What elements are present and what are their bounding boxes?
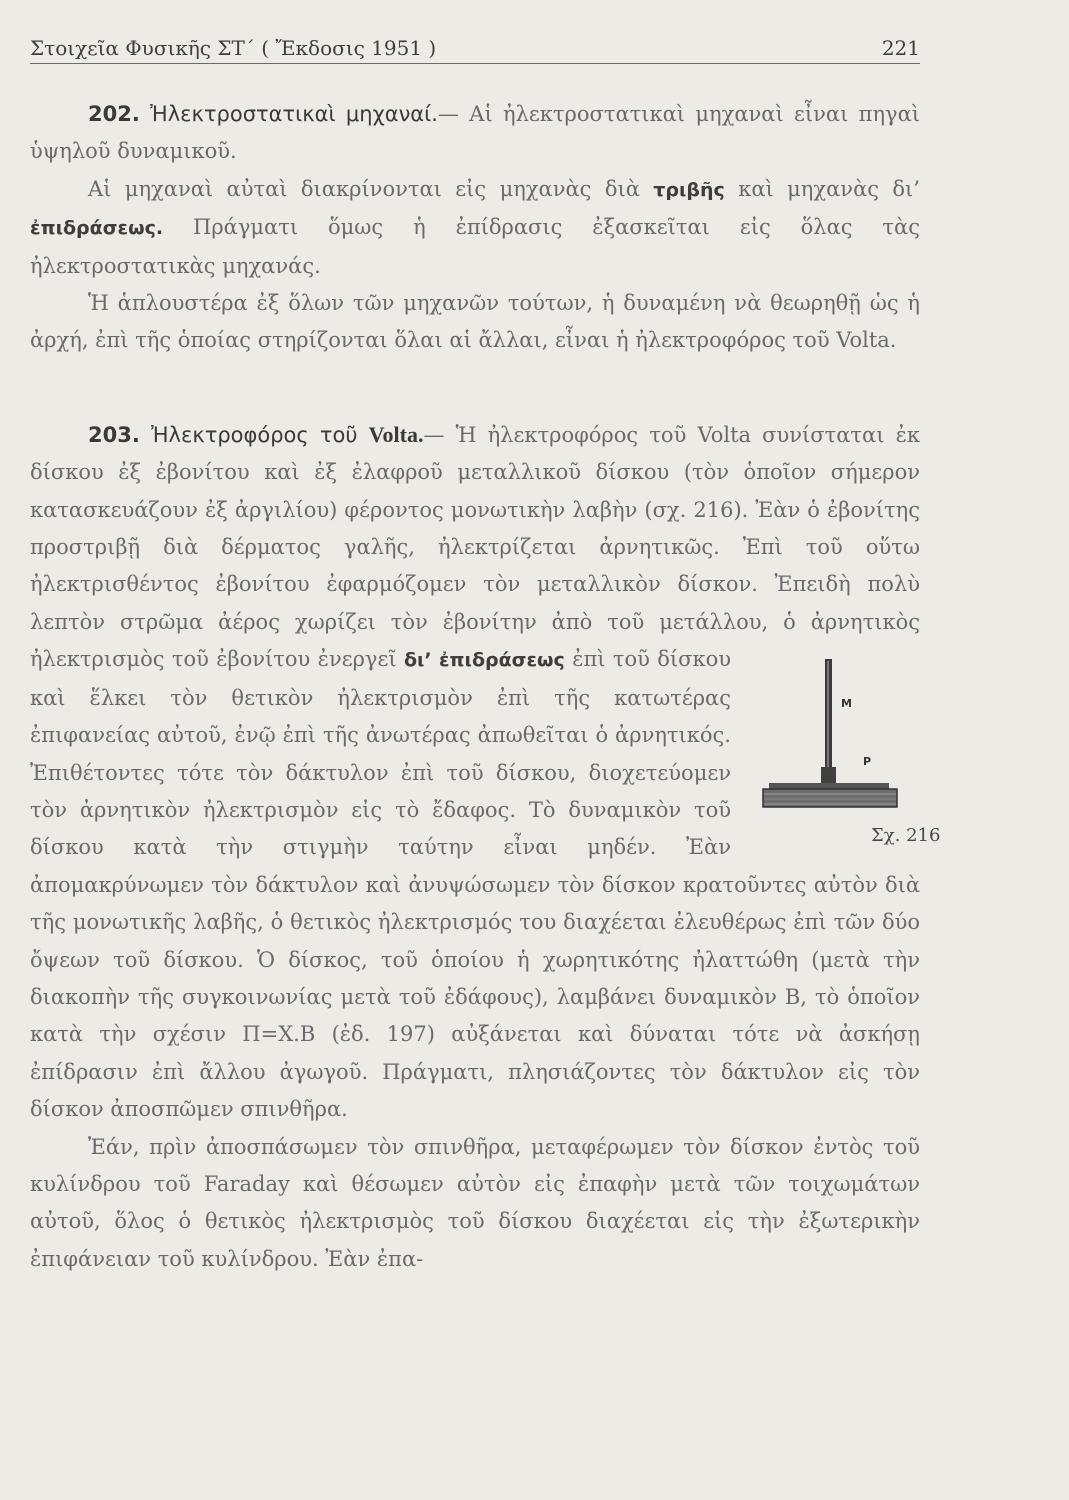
section-203-paragraph-1 [30, 416, 941, 1129]
text-run: ἐπὶ τοῦ δίσκου καὶ ἕλκει τὸν θετικὸν ἠλεκτρισμὸν ἐπὶ τῆς κατωτέρας ἐπιφανείας αὐτοῦ, ἐνῷ ἐπὶ τῆς ἀνωτέρας ἀπωθεῖται ὁ ἀρνητικός. Ἐπιθέτοντες τότε τὸν δάκτυλον ἐπὶ τοῦ δίσκου, διοχετεύομεν τὸν ἀρνητικὸν ἠλεκτρισμὸν εἰς τὸ ἔδαφος. Τὸ δυναμικὸν τοῦ δίσκου κατὰ τὴν στιγμὴν ταύτην εἶναι μηδέν. Ἐὰν ἀπομακρύνωμεν τὸν δάκτυλον καὶ ἀνυψώσωμεν τὸν δίσκον κρατοῦντες αὐτὸν διὰ τῆς μονωτικῆς λαβῆς, ὁ θετικὸς ἠλεκτρισμός του διαχέεται ἐλευθέρως ἐπὶ τῶν δύο ὄψεων τοῦ δίσκου. Ὁ δίσκος, τοῦ ὁποίου ἡ χωρητικότης ἠλαττώθη (μετὰ τὴν διακοπὴν τῆς συγκοινωνίας μετὰ τοῦ ἐδάφους), λαμβάνει δυναμικὸν Β, τὸ ὁποῖον κατὰ τὴν σχέσιν Π=Χ.Β (ἐδ. 197) αὐξάνεται καὶ δύναται τότε νὰ ἀσκήσῃ ἐπίδρασιν ἐπὶ ἄλλου ἀγωγοῦ. Πράγματι, πλησιάζοντες τὸν δάκτυλον εἰς τὸν δίσκον ἀποσπῶμεν σπινθῆρα. [30, 647, 920, 1122]
bold-term-by-induction: δι’ ἐπιδράσεως [403, 649, 565, 672]
section-202-paragraph-2 [30, 171, 920, 285]
section-202-intro-text: Αἱ ἠλεκτροστατικαὶ μηχαναὶ εἶναι πηγαὶ ὑψηλοῦ δυναμικοῦ. [30, 102, 920, 164]
handle-highlight [827, 661, 829, 767]
figure-caption: Σχ. 216 [871, 825, 941, 847]
section-203-number: 203. [88, 422, 140, 447]
title-volta: Volta. [368, 421, 424, 447]
handle-base [821, 767, 836, 785]
text-run: καὶ μηχανὰς δι’ [738, 176, 920, 201]
bold-term-induction: ἐπιδράσεως. [30, 217, 164, 240]
figure-216 [755, 645, 941, 855]
section-202-number: 202. [88, 102, 140, 126]
text-run: Αἱ μηχαναὶ αὐταὶ διακρίνονται εἰς μηχανὰς διὰ [88, 176, 640, 201]
section-202-title: Ἠλεκτροστατικαὶ μηχαναί. [150, 102, 438, 126]
section-202-paragraph-3: Ἡ ἁπλουστέρα ἐξ ὅλων τῶν μηχανῶν τούτων, ἡ δυναμένη νὰ θεωρηθῇ ὡς ἡ ἀρχή, ἐπὶ τῆς ὁποίας στηρίζονται ὅλαι αἱ ἄλλαι, εἶναι ἡ ἠλεκτροφόρος τοῦ Volta. [30, 291, 920, 353]
section-202-dash: — [437, 102, 459, 126]
section-202-intro [30, 96, 920, 171]
metal-disc [769, 783, 889, 789]
section-gap [30, 360, 920, 416]
title-text: Ἠλεκτροφόρος τοῦ [150, 422, 358, 447]
text-run: Πράγματι ὅμως ἡ ἐπίδρασις ἐξασκεῖται εἰς ὅλας τὰς ἠλεκτροστατικὰς μηχανάς. [30, 215, 920, 278]
figure-label-p: Ρ [863, 755, 872, 769]
figure-label-m: Μ [841, 697, 852, 711]
running-header [30, 36, 920, 64]
section-203-title [151, 423, 424, 447]
bold-term-friction: τριβῆς [653, 178, 725, 201]
header-title: Στοιχεῖα Φυσικῆς ΣΤ΄ ( Ἔκδοσις 1951 ) [30, 36, 437, 60]
section-203-dash: — [423, 422, 445, 447]
section-203-paragraph-2: Ἐάν, πρὶν ἀποσπάσωμεν τὸν σπινθῆρα, μεταφέρωμεν τὸν δίσκον ἐντὸς τοῦ κυλίνδρου τοῦ Faraday καὶ θέσωμεν αὐτὸν εἰς ἐπαφὴν μετὰ τῶν τοιχωμάτων αὐτοῦ, ὅλος ὁ θετικὸς ἠλεκτρισμὸς τοῦ δίσκου διαχέεται εἰς τὴν ἐξωτερικὴν ἐπιφάνειαν τοῦ κυλίνδρου. Ἐὰν ἐπα- [30, 1134, 920, 1271]
page-number: 221 [881, 36, 920, 60]
text-run: Ἡ ἠλεκτροφόρος τοῦ Volta συνίσταται ἐκ δίσκου ἐξ ἐβονίτου καὶ ἐξ ἐλαφροῦ μεταλλικοῦ δίσκου (τὸν ὁποῖον σήμερον κατασκευάζουν ἐξ ἀργιλίου) φέροντος μονωτικὴν λαβὴν (σχ. 216). Ἐὰν ὁ ἐβονίτης προστριβῇ διὰ δέρματος γαλῆς, ἠλεκτρίζεται ἀρνητικῶς. Ἐπὶ τοῦ οὕτω ἠλεκτρισθέντος ἐβονίτου ἐφαρμόζομεν τὸν μεταλλικὸν δίσκον. Ἐπειδὴ πολὺ λεπτὸν στρῶμα ἀέρος χωρίζει τὸν ἐβονίτην ἀπὸ τοῦ μετάλλου, ὁ ἀρνητικὸς ἠλεκτρισμὸς τοῦ ἐβονίτου ἐνεργεῖ [30, 422, 920, 672]
page-content [30, 96, 941, 1278]
